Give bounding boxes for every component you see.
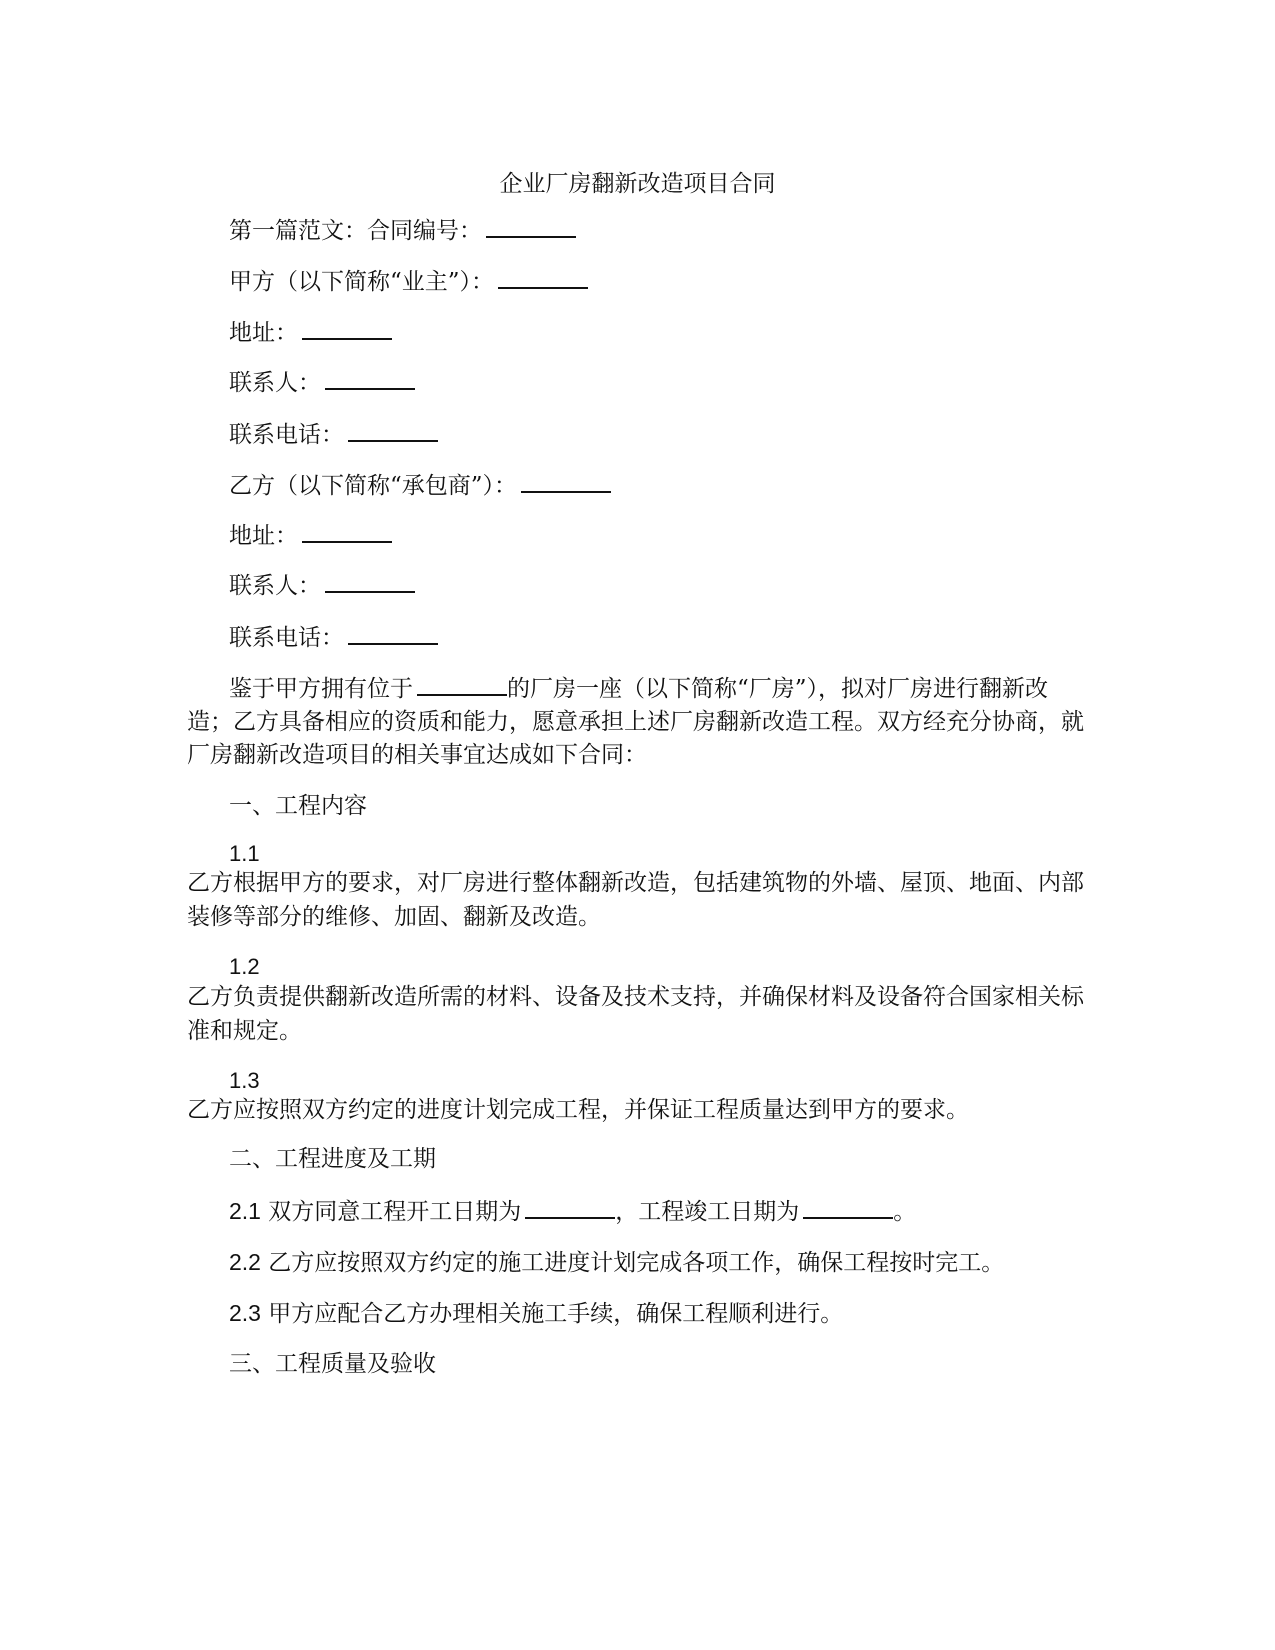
clause-2-1-number: 2.1 bbox=[229, 1198, 261, 1224]
clause-1-2-text: 乙方负责提供翻新改造所需的材料、设备及技术支持，并确保材料及设备符合国家相关标准和规定。 bbox=[187, 984, 1084, 1044]
section-3-title: 三、工程质量及验收 bbox=[229, 1351, 436, 1377]
party-a-contact-label: 联系人： bbox=[229, 370, 321, 396]
party-b-phone-label: 联系电话： bbox=[229, 625, 344, 651]
start-date-blank bbox=[525, 1195, 615, 1219]
clause-1-1-text: 乙方根据甲方的要求，对厂房进行整体翻新改造，包括建筑物的外墙、屋顶、地面、内部装修等部分的维修、加固、翻新及改造。 bbox=[187, 870, 1084, 930]
party-a-label: 甲方（以下简称“业主”）： bbox=[229, 269, 495, 295]
party-a-contact-line bbox=[229, 366, 415, 399]
section-2-title: 二、工程进度及工期 bbox=[229, 1146, 436, 1172]
party-b-contact-line bbox=[229, 569, 415, 602]
document-title: 企业厂房翻新改造项目合同 bbox=[499, 171, 776, 197]
clause-2-3 bbox=[229, 1297, 843, 1330]
party-a-address-line bbox=[229, 316, 392, 349]
party-a-line bbox=[229, 265, 588, 298]
clause-2-2-text: 乙方应按照双方约定的施工进度计划完成各项工作，确保工程按时完工。 bbox=[268, 1250, 1005, 1276]
intro-text-part2: 的厂房一座（以下简称“厂房”），拟对厂房进行翻新改造；乙方具备相应的资质和能力，愿意承担上述厂房翻新改造工程。双方经充分协商，就厂房翻新改造项目的相关事宜达成如下合同： bbox=[187, 676, 1084, 768]
party-a-phone-label: 联系电话： bbox=[229, 422, 344, 448]
party-b-address-line bbox=[229, 519, 392, 552]
clause-1-1-number: 1.1 bbox=[229, 841, 260, 866]
party-a-address-label: 地址： bbox=[229, 320, 298, 346]
party-a-blank bbox=[498, 265, 588, 289]
party-b-label: 乙方（以下简称“承包商”）： bbox=[229, 473, 518, 499]
party-b-address-label: 地址： bbox=[229, 523, 298, 549]
party-b-phone-blank bbox=[348, 621, 438, 645]
party-b-line bbox=[229, 469, 611, 502]
contract-number-label: 第一篇范文：合同编号： bbox=[229, 218, 482, 244]
clause-2-2 bbox=[229, 1246, 1004, 1279]
contract-number-blank bbox=[486, 214, 576, 238]
clause-2-3-text: 甲方应配合乙方办理相关施工手续，确保工程顺利进行。 bbox=[268, 1301, 844, 1327]
party-a-address-blank bbox=[302, 316, 392, 340]
clause-2-2-number: 2.2 bbox=[229, 1249, 261, 1275]
clause-2-1-text-b: ，工程竣工日期为 bbox=[615, 1199, 800, 1225]
party-a-phone-line bbox=[229, 418, 438, 451]
party-b-blank bbox=[521, 469, 611, 493]
clause-2-1 bbox=[229, 1195, 916, 1228]
contract-number-line bbox=[229, 214, 576, 247]
party-b-contact-blank bbox=[325, 569, 415, 593]
clause-2-3-number: 2.3 bbox=[229, 1300, 261, 1326]
clause-1-3-number: 1.3 bbox=[229, 1068, 260, 1093]
party-b-contact-label: 联系人： bbox=[229, 573, 321, 599]
party-a-contact-blank bbox=[325, 366, 415, 390]
section-1-title: 一、工程内容 bbox=[229, 793, 367, 819]
party-b-address-blank bbox=[302, 519, 392, 543]
party-b-phone-line bbox=[229, 621, 438, 654]
party-a-phone-blank bbox=[348, 418, 438, 442]
completion-date-blank bbox=[803, 1195, 893, 1219]
clause-2-1-text-c: 。 bbox=[893, 1199, 917, 1225]
clause-1-2-number: 1.2 bbox=[229, 954, 260, 979]
factory-location-blank bbox=[417, 672, 507, 696]
intro-text-part1: 鉴于甲方拥有位于 bbox=[229, 676, 413, 702]
clause-1-3-text: 乙方应按照双方约定的进度计划完成工程，并保证工程质量达到甲方的要求。 bbox=[187, 1097, 969, 1123]
intro-paragraph bbox=[187, 672, 1087, 772]
clause-2-1-text-a: 双方同意工程开工日期为 bbox=[268, 1199, 522, 1225]
